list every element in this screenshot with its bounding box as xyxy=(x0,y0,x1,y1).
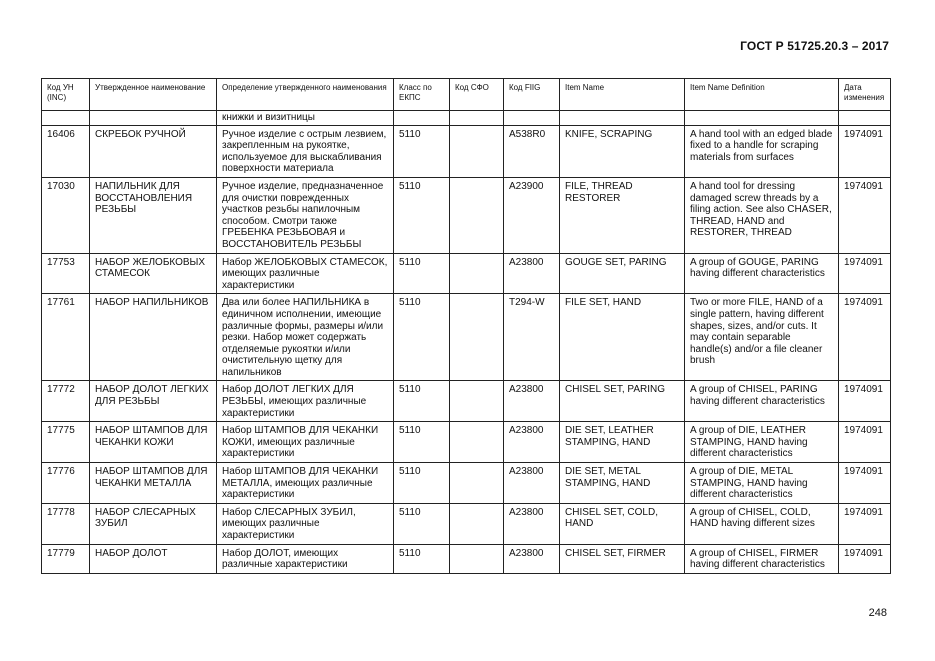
col-header-sfo: Код СФО xyxy=(450,79,504,111)
cell-item-name: FILE SET, HAND xyxy=(560,294,685,381)
cell-inc: 17776 xyxy=(42,463,90,504)
cell-fiig: T294-W xyxy=(504,294,560,381)
cell-item-definition: Two or more FILE, HAND of a single pattern, having different shapes, sizes, and/or cuts. It may contain separable handle(s) and/or a file cleaner brush xyxy=(685,294,839,381)
cell-class: 5110 xyxy=(394,125,450,177)
cell-approved-name: НАБОР ЖЕЛОБКОВЫХ СТАМЕСОК xyxy=(90,253,217,294)
cell-definition: Набор ЖЕЛОБКОВЫХ СТАМЕСОК, имеющих различные характеристики xyxy=(217,253,394,294)
cell-definition: Набор ДОЛОТ ЛЕГКИХ ДЛЯ РЕЗЬБЫ, имеющих различные характеристики xyxy=(217,381,394,422)
cell-class: 5110 xyxy=(394,381,450,422)
cell-inc: 17772 xyxy=(42,381,90,422)
cell-definition: Набор ШТАМПОВ ДЛЯ ЧЕКАНКИ МЕТАЛЛА, имеющих различные характеристики xyxy=(217,463,394,504)
col-header-approved-name: Утвержденное наименование xyxy=(90,79,217,111)
cell-date: 1974091 xyxy=(839,422,891,463)
cell-definition: Ручное изделие с острым лезвием, закрепленным на рукоятке, используемое для выскабливания поверхности материала xyxy=(217,125,394,177)
col-header-inc: Код УН (INC) xyxy=(42,79,90,111)
cell-sfo xyxy=(450,294,504,381)
cell-approved-name: НАБОР ДОЛОТ xyxy=(90,544,217,573)
cell-date: 1974091 xyxy=(839,294,891,381)
cell-inc: 17753 xyxy=(42,253,90,294)
cell-fiig: A23800 xyxy=(504,422,560,463)
table-row xyxy=(42,463,891,504)
table-header-row xyxy=(42,79,891,111)
table-row xyxy=(42,544,891,573)
table-row xyxy=(42,253,891,294)
col-header-item-definition: Item Name Definition xyxy=(685,79,839,111)
cell-approved-name: НАБОР ДОЛОТ ЛЕГКИХ ДЛЯ РЕЗЬБЫ xyxy=(90,381,217,422)
cell-fiig: A23800 xyxy=(504,381,560,422)
cell-class: 5110 xyxy=(394,544,450,573)
cell-date: 1974091 xyxy=(839,544,891,573)
col-header-definition: Определение утвержденного наименования xyxy=(217,79,394,111)
cell-item-name: KNIFE, SCRAPING xyxy=(560,125,685,177)
page-number: 248 xyxy=(868,607,887,619)
cell-sfo xyxy=(450,125,504,177)
cell-inc: 17761 xyxy=(42,294,90,381)
cell-class: 5110 xyxy=(394,253,450,294)
cell-date: 1974091 xyxy=(839,177,891,253)
cell-item-definition: A group of DIE, METAL STAMPING, HAND having different characteristics xyxy=(685,463,839,504)
col-header-fiig: Код FIIG xyxy=(504,79,560,111)
cell-item-definition: A group of CHISEL, PARING having different characteristics xyxy=(685,381,839,422)
cell-class: 5110 xyxy=(394,463,450,504)
cell-item-definition: A group of CHISEL, COLD, HAND having different sizes xyxy=(685,503,839,544)
cell-item-definition: A hand tool with an edged blade fixed to a handle for scraping materials from surfaces xyxy=(685,125,839,177)
cell-sfo xyxy=(450,381,504,422)
cell-fiig: A23800 xyxy=(504,503,560,544)
cell-approved-name: СКРЕБОК РУЧНОЙ xyxy=(90,125,217,177)
cell-approved-name: НАБОР НАПИЛЬНИКОВ xyxy=(90,294,217,381)
cell-fiig: A538R0 xyxy=(504,125,560,177)
cell-sfo xyxy=(450,503,504,544)
cell-item-name: DIE SET, LEATHER STAMPING, HAND xyxy=(560,422,685,463)
cell-fiig: A23900 xyxy=(504,177,560,253)
cell-inc: 16406 xyxy=(42,125,90,177)
table-row xyxy=(42,381,891,422)
continuation-text: книжки и визитницы xyxy=(217,111,394,126)
cell-fiig: A23800 xyxy=(504,463,560,504)
col-header-item-name: Item Name xyxy=(560,79,685,111)
cell-item-name: CHISEL SET, PARING xyxy=(560,381,685,422)
cell-fiig: A23800 xyxy=(504,544,560,573)
cell-sfo xyxy=(450,463,504,504)
document-title: ГОСТ Р 51725.20.3 – 2017 xyxy=(740,39,889,53)
cell-date: 1974091 xyxy=(839,253,891,294)
terms-table xyxy=(41,78,891,574)
cell-date: 1974091 xyxy=(839,503,891,544)
col-header-date: Дата изменения xyxy=(839,79,891,111)
cell-inc: 17030 xyxy=(42,177,90,253)
cell-definition: Набор СЛЕСАРНЫХ ЗУБИЛ, имеющих различные характеристики xyxy=(217,503,394,544)
cell-approved-name: НАБОР ШТАМПОВ ДЛЯ ЧЕКАНКИ МЕТАЛЛА xyxy=(90,463,217,504)
cell-sfo xyxy=(450,177,504,253)
cell-class: 5110 xyxy=(394,294,450,381)
table-row xyxy=(42,422,891,463)
cell-approved-name: НАПИЛЬНИК ДЛЯ ВОССТАНОВЛЕНИЯ РЕЗЬБЫ xyxy=(90,177,217,253)
cell-item-definition: A group of GOUGE, PARING having different characteristics xyxy=(685,253,839,294)
continuation-row xyxy=(42,111,891,126)
cell-approved-name: НАБОР СЛЕСАРНЫХ ЗУБИЛ xyxy=(90,503,217,544)
cell-definition: Набор ДОЛОТ, имеющих различные характеристики xyxy=(217,544,394,573)
cell-item-name: CHISEL SET, FIRMER xyxy=(560,544,685,573)
cell-fiig: A23800 xyxy=(504,253,560,294)
cell-inc: 17779 xyxy=(42,544,90,573)
cell-item-definition: A group of DIE, LEATHER STAMPING, HAND having different characteristics xyxy=(685,422,839,463)
cell-definition: Два или более НАПИЛЬНИКА в единичном исполнении, имеющие различные формы, размеры и/или резки. Набор может содержать отделяемые рукоятки и/или очистительную щетку для напильников xyxy=(217,294,394,381)
table-row xyxy=(42,125,891,177)
cell-sfo xyxy=(450,544,504,573)
cell-definition: Ручное изделие, предназначенное для очистки поврежденных участков резьбы напилочным способом. Смотри также ГРЕБЕНКА РЕЗЬБОВАЯ и ВОССТАНОВИТЕЛЬ РЕЗЬБЫ xyxy=(217,177,394,253)
cell-date: 1974091 xyxy=(839,463,891,504)
cell-date: 1974091 xyxy=(839,125,891,177)
cell-sfo xyxy=(450,422,504,463)
col-header-class: Класс по ЕКПС xyxy=(394,79,450,111)
cell-inc: 17775 xyxy=(42,422,90,463)
cell-inc: 17778 xyxy=(42,503,90,544)
cell-definition: Набор ШТАМПОВ ДЛЯ ЧЕКАНКИ КОЖИ, имеющих различные характеристики xyxy=(217,422,394,463)
cell-item-name: FILE, THREAD RESTORER xyxy=(560,177,685,253)
cell-item-name: GOUGE SET, PARING xyxy=(560,253,685,294)
cell-class: 5110 xyxy=(394,422,450,463)
cell-class: 5110 xyxy=(394,503,450,544)
cell-class: 5110 xyxy=(394,177,450,253)
cell-approved-name: НАБОР ШТАМПОВ ДЛЯ ЧЕКАНКИ КОЖИ xyxy=(90,422,217,463)
cell-date: 1974091 xyxy=(839,381,891,422)
table-row xyxy=(42,177,891,253)
table-row xyxy=(42,294,891,381)
cell-sfo xyxy=(450,253,504,294)
cell-item-name: CHISEL SET, COLD, HAND xyxy=(560,503,685,544)
cell-item-name: DIE SET, METAL STAMPING, HAND xyxy=(560,463,685,504)
cell-item-definition: A hand tool for dressing damaged screw threads by a filing action. See also CHASER, THREAD, HAND and RESTORER, THREAD xyxy=(685,177,839,253)
table-row xyxy=(42,503,891,544)
cell-item-definition: A group of CHISEL, FIRMER having different characteristics xyxy=(685,544,839,573)
